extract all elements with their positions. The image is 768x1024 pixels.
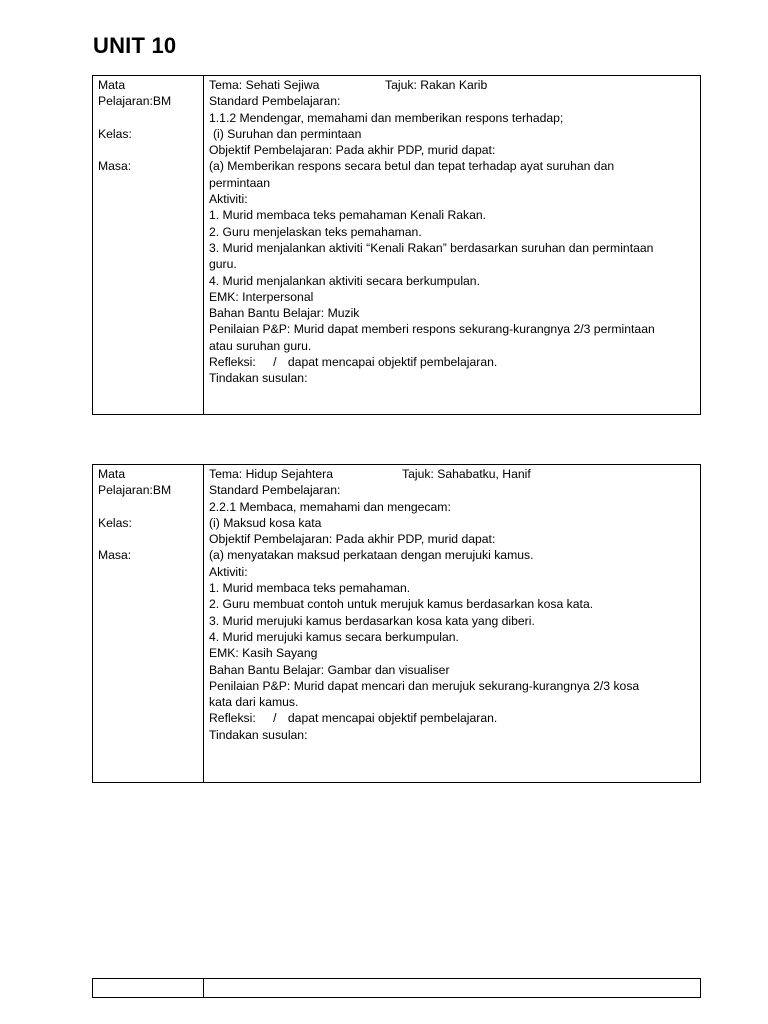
theme-text: Tema: Hidup Sejahtera: [209, 467, 333, 481]
reflection-slash: /: [273, 711, 277, 726]
emk-text: EMK: Kasih Sayang: [209, 646, 318, 661]
reflection-line: [209, 354, 695, 370]
objective-label: Objektif Pembelajaran: Pada akhir PDP, murid dapat:: [209, 532, 496, 547]
lesson-plan-table: [92, 978, 701, 998]
topic-text: Tajuk: Sahabatku, Hanif: [402, 467, 531, 481]
objective-label: Objektif Pembelajaran: Pada akhir PDP, murid dapat:: [209, 143, 496, 158]
subject-value: Pelajaran:BM: [98, 94, 172, 109]
followup-label: Tindakan susulan:: [209, 727, 308, 742]
teaching-aids-text: Bahan Bantu Belajar: Muzik: [209, 306, 360, 321]
time-label: Masa:: [98, 548, 132, 563]
reflection-line: [209, 710, 695, 726]
assessment-text: Penilaian P&P: Murid dapat memberi respons sekurang-kurangnya 2/3 permintaan: [209, 322, 655, 337]
subject-label: Mata: [98, 78, 126, 92]
standard-sub: (i) Maksud kosa kata: [209, 515, 322, 530]
assessment-text: Penilaian P&P: Murid dapat mencari dan merujuk sekurang-kurangnya 2/3 kosa: [209, 678, 640, 693]
class-label: Kelas:: [98, 515, 132, 530]
followup-label: Tindakan susulan:: [209, 371, 308, 386]
topic-text: Tajuk: Rakan Karib: [385, 78, 488, 92]
lesson-plan-row: [93, 979, 701, 998]
activity-item: 4. Murid merujuki kamus secara berkumpulan.: [209, 629, 459, 644]
reflection-text: dapat mencapai objektif pembelajaran.: [287, 355, 498, 370]
assessment-text-cont: atau suruhan guru.: [209, 338, 312, 353]
teaching-aids-text: Bahan Bantu Belajar: Gambar dan visualiser: [209, 662, 450, 677]
subject-value: Pelajaran:BM: [98, 483, 172, 498]
activity-label: Aktiviti:: [209, 564, 248, 579]
lesson-content-cell: [204, 465, 701, 783]
activity-item: 3. Murid menjalankan aktiviti “Kenali Rakan” berdasarkan suruhan dan permintaan: [209, 240, 654, 255]
reflection-text: dapat mencapai objektif pembelajaran.: [287, 711, 498, 726]
lesson-content-cell: [204, 76, 701, 415]
standard-sub: (i) Suruhan dan permintaan: [213, 126, 362, 141]
objective-text: (a) menyatakan maksud perkataan dengan merujuki kamus.: [209, 548, 534, 563]
standard-label: Standard Pembelajaran:: [209, 94, 341, 109]
lesson-plan-table: [92, 75, 701, 415]
lesson-meta-cell: [93, 76, 204, 415]
lesson-plan-row: [93, 76, 701, 415]
activity-item: 3. Murid merujuki kamus berdasarkan kosa kata yang diberi.: [209, 613, 535, 628]
activity-item: 2. Guru membuat contoh untuk merujuk kamus berdasarkan kosa kata.: [209, 597, 594, 612]
activity-item-cont: guru.: [209, 257, 237, 272]
time-label: Masa:: [98, 159, 132, 174]
standard-code: 2.2.1 Membaca, memahami dan mengecam:: [209, 499, 451, 514]
lesson-plan-table: [92, 464, 701, 783]
activity-item: 1. Murid membaca teks pemahaman Kenali Rakan.: [209, 208, 487, 223]
class-label: Kelas:: [98, 126, 132, 141]
standard-code: 1.1.2 Mendengar, memahami dan memberikan respons terhadap;: [209, 110, 564, 125]
activity-label: Aktiviti:: [209, 192, 248, 207]
lesson-plan-row: [93, 465, 701, 783]
activity-item: 4. Murid menjalankan aktiviti secara berkumpulan.: [209, 273, 480, 288]
activity-item: 2. Guru menjelaskan teks pemahaman.: [209, 224, 422, 239]
lesson-meta-cell: [93, 465, 204, 783]
page-title: UNIT 10: [93, 33, 177, 58]
objective-text-cont: permintaan: [209, 175, 270, 190]
standard-label: Standard Pembelajaran:: [209, 483, 341, 498]
reflection-label: Refleksi:: [209, 711, 256, 726]
theme-text: Tema: Sehati Sejiwa: [209, 78, 320, 92]
reflection-label: Refleksi:: [209, 355, 256, 370]
emk-text: EMK: Interpersonal: [209, 289, 314, 304]
lesson-meta-cell: [93, 979, 204, 998]
reflection-slash: /: [273, 355, 277, 370]
objective-text: (a) Memberikan respons secara betul dan tepat terhadap ayat suruhan dan: [209, 159, 615, 174]
subject-label: Mata: [98, 467, 126, 481]
assessment-text-cont: kata dari kamus.: [209, 695, 299, 710]
activity-item: 1. Murid membaca teks pemahaman.: [209, 581, 411, 596]
lesson-content-cell: [204, 979, 701, 998]
